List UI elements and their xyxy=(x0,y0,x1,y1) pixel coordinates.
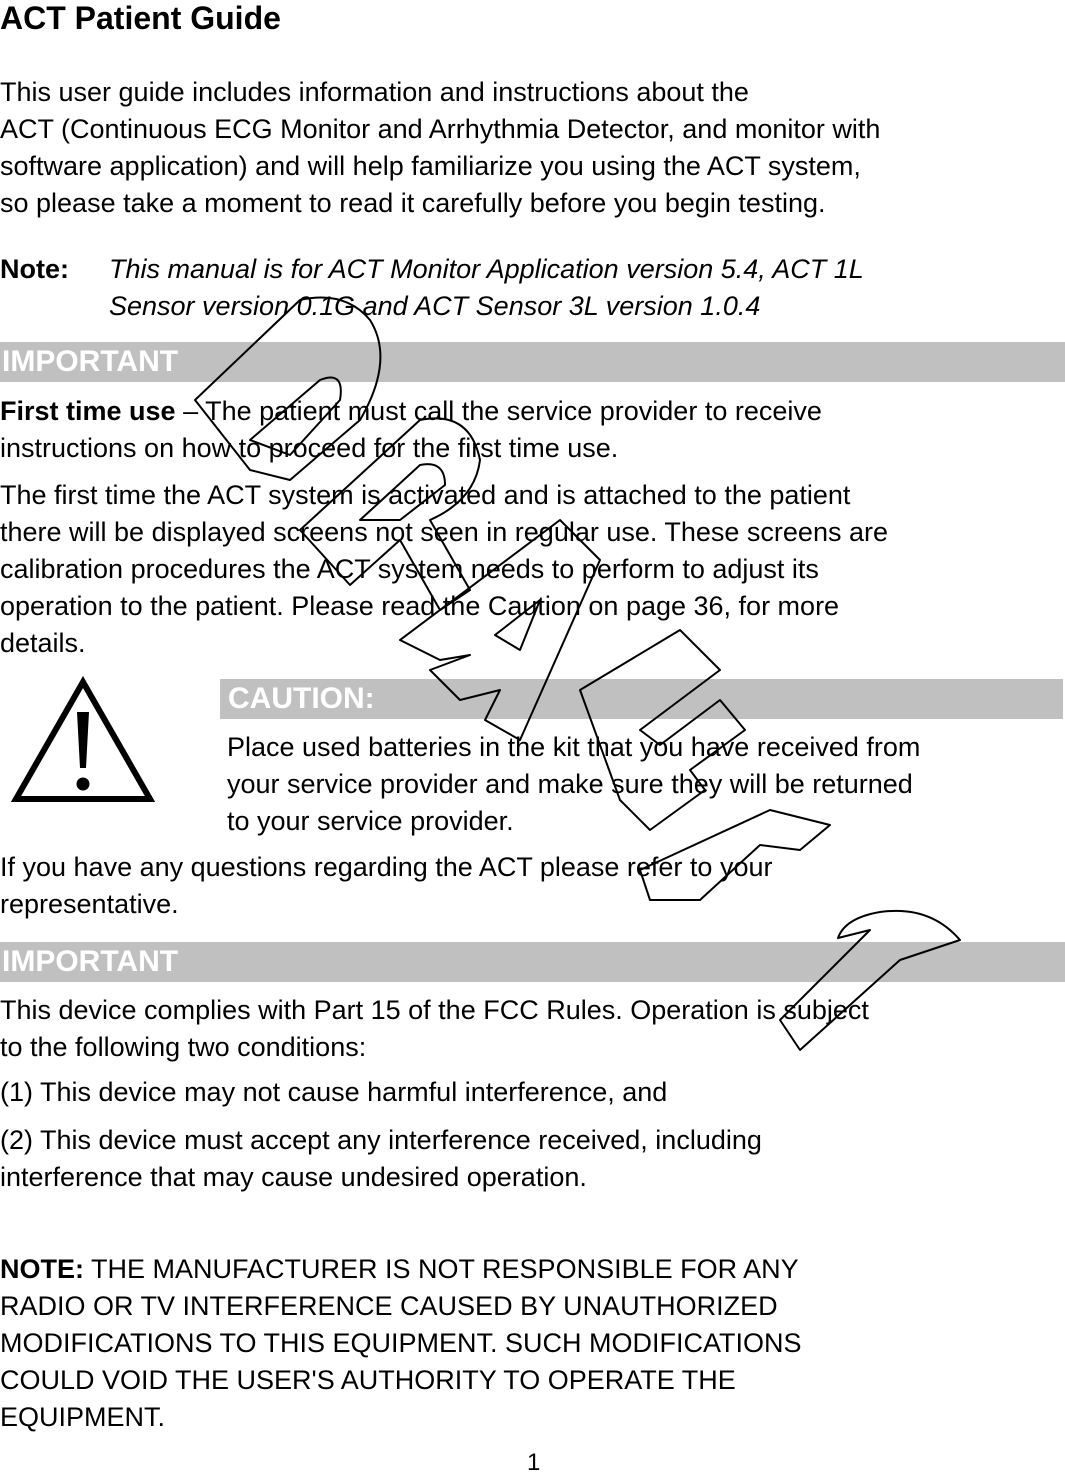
fcc-condition-1: (1) This device may not cause harmful interference, and xyxy=(0,1077,668,1107)
calibration-paragraph: The first time the ACT system is activated and is attached to the patient there will be displayed screens not seen in regular use. These screens are calibration procedures the ACT system needs to perform to adjust its operation to the patient. Please read the Caution on page 36, for more details. xyxy=(0,480,888,658)
version-note xyxy=(0,251,69,288)
page-number: 1 xyxy=(527,1449,541,1476)
version-note-text: This manual is for ACT Monitor Application version 5.4, ACT 1L Sensor version 0.1G and ACT Sensor 3L version 1.0.4 xyxy=(109,254,864,321)
note-label: Note: xyxy=(0,254,69,284)
manufacturer-note: NOTE: THE MANUFACTURER IS NOT RESPONSIBLE FOR ANY RADIO OR TV INTERFERENCE CAUSED BY UNAUTHORIZED MODIFICATIONS TO THIS EQUIPMENT. SUCH MODIFICATIONS COULD VOID THE USER'S AUTHORITY TO OPERATE THE EQUIPMENT. xyxy=(0,1254,802,1432)
fcc-condition-2: (2) This device must accept any interference received, including interference that may cause undesired operation. xyxy=(0,1125,762,1192)
questions-paragraph: If you have any questions regarding the ACT please refer to your representative. xyxy=(0,852,773,919)
important-heading-fcc: IMPORTANT xyxy=(0,942,1065,982)
first-use-paragraph: First time use – The patient must call the service provider to receive instructions on how to proceed for the first time use. xyxy=(0,396,822,463)
warning-triangle-icon xyxy=(10,676,156,804)
caution-heading: CAUTION: xyxy=(220,679,1063,719)
intro-paragraph: This user guide includes information and instructions about the ACT (Continuous ECG Monitor and Arrhythmia Detector, and monitor with software application) and will help familiarize you using the ACT system, so please take a moment to read it carefully before you begin testing. xyxy=(0,77,881,218)
caution-text: Place used batteries in the kit that you have received from your service provider and make sure they will be returned to your service provider. xyxy=(227,732,921,836)
fcc-paragraph: This device complies with Part 15 of the FCC Rules. Operation is subject to the following two conditions: xyxy=(0,995,869,1062)
page-title: ACT Patient Guide xyxy=(0,0,281,36)
important-heading: IMPORTANT xyxy=(0,342,1065,382)
